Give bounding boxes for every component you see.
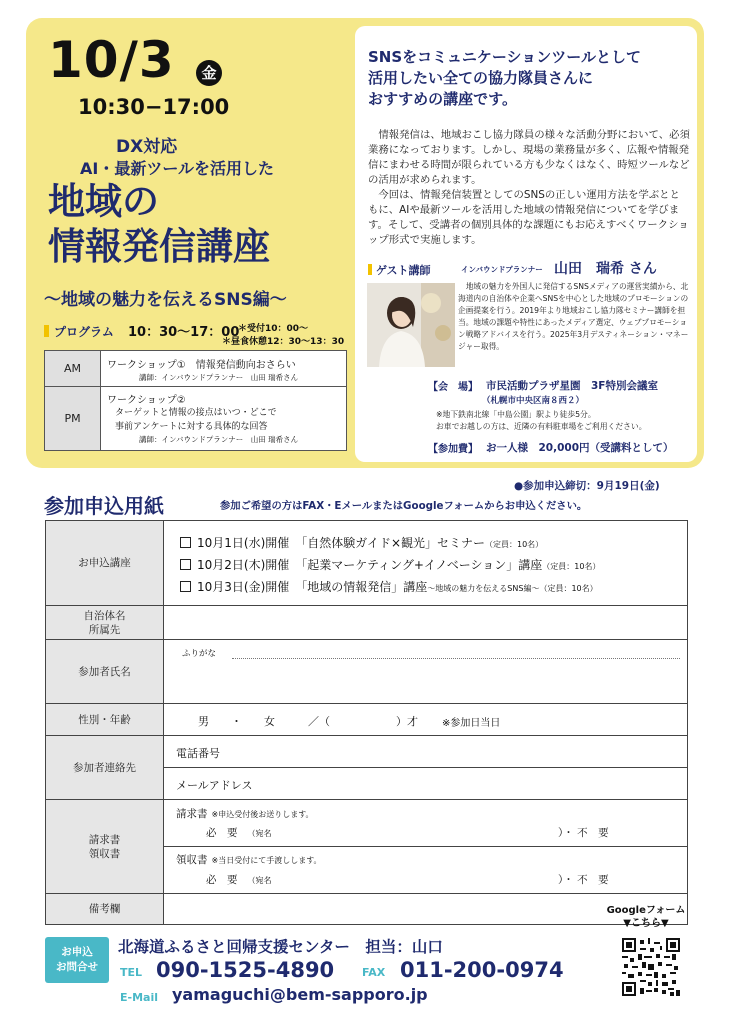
venue-name: 市民活動プラザ星園 3F特別会議室 (486, 380, 658, 392)
course-option-1[interactable]: 10月1日(水)開催 「自然体験ガイド×観光」セミナー（定員：10名） (180, 534, 543, 551)
checkbox-icon[interactable] (180, 559, 191, 570)
form-row-invoice-receipt (46, 800, 687, 894)
fax-label: FAX (362, 966, 386, 979)
form-instructions: 参加ご希望の方はFAX・EメールまたはGoogleフォームからお申込ください。 (220, 500, 588, 512)
form-row-name[interactable] (46, 640, 687, 704)
course-option-3[interactable]: 10月3日(金)開催 「地域の情報発信」講座〜地域の魅力を伝えるSNS編〜（定員：10名） (180, 578, 598, 595)
intro-heading: SNSをコミュニケーションツールとして 活用したい全ての協力隊員さんに おすすめの講座です。 (368, 48, 641, 108)
program-workshop-title: ワークショップ① 情報発信動向おさらい (107, 360, 296, 371)
gender-age-options: 男 ・ 女 ／（ ）才 (198, 715, 418, 728)
program-workshop-title: ワークショップ② (107, 395, 186, 406)
intro-body (368, 128, 690, 248)
affiliation-label: 自治体名 所属先 (46, 606, 164, 639)
program-workshop-topic: ターゲットと情報の接点はいつ・どこで (115, 408, 277, 418)
program-lunch-break: ＊昼食休憩12：30〜13：30 (222, 337, 345, 347)
invoice-not-need-option[interactable]: ）・ 不 要 (558, 827, 609, 839)
tel-number[interactable]: 090-1525-4890 (156, 958, 335, 982)
program-row-am (45, 351, 346, 387)
form-row-affiliation[interactable] (46, 606, 687, 640)
guest-portrait-icon (367, 283, 455, 367)
intro-paragraph: 今回は、情報発信装置としてのSNSの正しい運用方法を学ぶとともに、AIや最新ツールを活用した地域の情報発信についてを学びます。そして、受講者の個別具体的な課題にもお応えすべくワークショップ形式で実施します。 (368, 189, 689, 246)
organization-name: 北海道ふるさと回帰支援センター 担当：山口 (118, 938, 443, 956)
form-row-remarks[interactable] (46, 894, 687, 924)
contact-label: 参加者連絡先 (46, 736, 164, 799)
fee-label: 【参加費】 (428, 444, 478, 455)
form-row-courses (46, 521, 687, 606)
guest-bio: 地域の魅力を外国人に発信するSNSメディアの運営実績から、北海道内の自治体や企業へSNSを中心とした地域のプロモーションの企画提案を行う。2019年より地域おこし協力隊セミナー講師を担当。地域の課題や特性にあったメディア選定、ウェブプロモーション戦略アドバイスを行う。2025年3月デスティネーション・マネージャー取得。 (458, 282, 689, 352)
form-row-gender-age[interactable] (46, 704, 687, 736)
venue-parking-note: お車でお越しの方は、近隣の有料駐車場をご利用ください。 (436, 422, 647, 431)
invoice-receipt-label: 請求書 領収書 (46, 800, 164, 893)
event-subtitle-ai: AI・最新ツールを活用した (80, 159, 275, 178)
program-table (44, 350, 347, 451)
phone-field[interactable]: 電話番号 (176, 747, 220, 760)
label-bar-icon (44, 325, 49, 337)
form-row-contact (46, 736, 687, 800)
contact-divider (164, 767, 687, 768)
program-workshop-topic: 事前アンケートに対する具体的な回答 (115, 422, 268, 432)
checkbox-icon[interactable] (180, 537, 191, 548)
invoice-divider (164, 846, 687, 847)
receipt-need-option[interactable]: 必 要 （宛名 (206, 874, 272, 886)
program-row-pm (45, 387, 346, 450)
venue-address: （札幌市中央区南８西２） (482, 396, 585, 406)
guest-label: ゲスト講師 (368, 262, 431, 278)
invoice-title: 請求書 ※申込受付後お送りします。 (176, 808, 314, 820)
tel-label: TEL (120, 966, 143, 979)
contact-badge: お申込 お問合せ (45, 937, 109, 983)
participant-name-label: 参加者氏名 (46, 640, 164, 703)
intro-paragraph: 情報発信は、地域おこし協力隊員の様々な活動分野において、必須業務になっております。しかし、現場の業務量が多く、広報や情報発信にまわせる時間が限られている方も少なくはなく、時短ツールなどの活用が求められます。 (368, 129, 690, 186)
venue-access-note: ※地下鉄南北線「中島公園」駅より徒歩5分。 (436, 410, 596, 419)
guest-name: 山田 瑞希 さん (554, 261, 657, 277)
event-weekday-badge: 金 (196, 60, 222, 86)
guest-role: インバウンドプランナー (461, 265, 543, 274)
program-lecturer: 講師：インバウンドプランナー 山田 瑞希さん (139, 373, 299, 382)
event-tagline: 〜地域の魅力を伝えるSNS編〜 (44, 290, 287, 310)
program-lecturer: 講師：インバウンドプランナー 山田 瑞希さん (139, 435, 299, 444)
program-label: プログラム (44, 323, 114, 340)
remarks-label: 備考欄 (46, 894, 164, 924)
qr-code-icon[interactable] (622, 938, 680, 996)
event-title-line2: 情報発信講座 (48, 225, 270, 268)
program-period: AM (45, 351, 101, 386)
event-time: 10:30−17:00 (78, 95, 230, 119)
email-field[interactable]: メールアドレス (176, 779, 253, 792)
course-label: お申込講座 (46, 521, 164, 605)
label-bar-icon (368, 264, 372, 275)
gender-age-note: ※参加日当日 (442, 718, 501, 729)
program-reception: ＊受付10：00〜 (238, 324, 309, 334)
venue-label: 【会 場】 (428, 382, 478, 393)
course-option-2[interactable]: 10月2日(木)開催 「起業マーケティング+イノベーション」講座（定員：10名） (180, 556, 600, 573)
application-deadline: ●参加申込締切：9月19日(金) (514, 480, 660, 492)
application-form (45, 520, 688, 925)
program-time: 10：30〜17：00 (128, 325, 240, 340)
fax-number: 011-200-0974 (400, 958, 564, 982)
event-date: 10/3 (48, 31, 175, 89)
furigana-label: ふりがな (182, 649, 217, 659)
invoice-need-option[interactable]: 必 要 （宛名 (206, 827, 272, 839)
google-form-label: Googleフォーム ▼こちら▼ (606, 905, 686, 929)
furigana-divider (232, 658, 680, 659)
program-period: PM (45, 387, 101, 450)
email-address[interactable]: yamaguchi@bem-sapporo.jp (172, 985, 428, 1004)
form-title: 参加申込用紙 (44, 494, 164, 518)
receipt-not-need-option[interactable]: ）・ 不 要 (558, 874, 609, 886)
event-title-line1: 地域の (48, 180, 159, 223)
fee-amount: お一人様 20,000円（受講料として） (486, 442, 674, 454)
event-subtitle-dx: DX対応 (116, 137, 178, 157)
checkbox-icon[interactable] (180, 581, 191, 592)
receipt-title: 領収書 ※当日受付にて手渡しします。 (176, 854, 322, 866)
email-label: E-Mail (120, 991, 158, 1004)
gender-age-label: 性別・年齢 (46, 704, 164, 735)
guest-photo (367, 283, 455, 367)
